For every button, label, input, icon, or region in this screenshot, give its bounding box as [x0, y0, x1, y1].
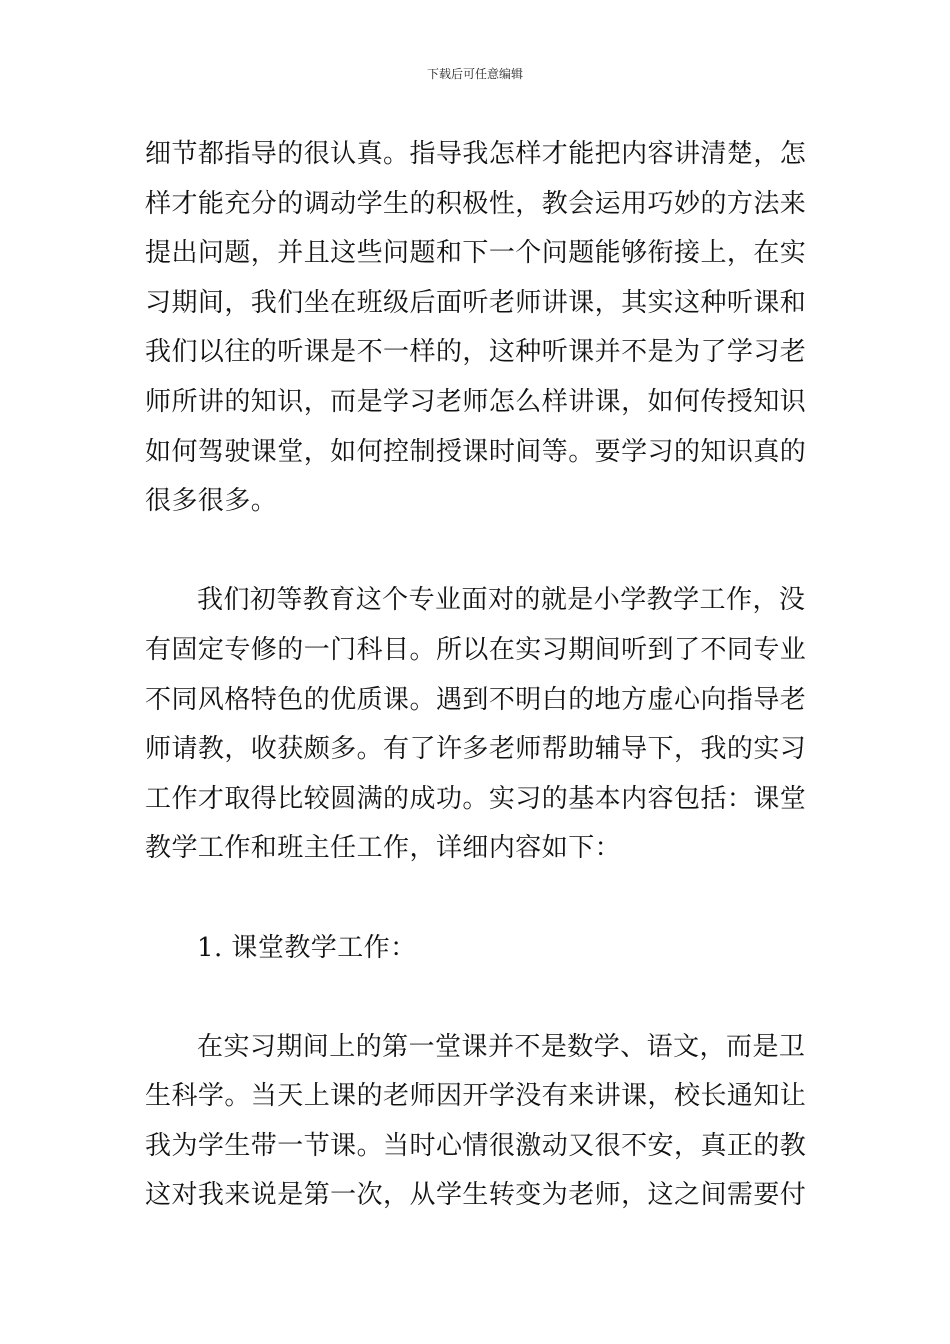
- text-line: 很多很多。: [145, 486, 278, 517]
- text-line: 生科学。当天上课的老师因开学没有来讲课，校长通知让: [145, 1081, 807, 1112]
- paragraph-spacer: [145, 973, 807, 1023]
- text-line: 工作才取得比较圆满的成功。实习的基本内容包括：课堂: [145, 783, 807, 814]
- text-line: 有固定专修的一门科目。所以在实习期间听到了不同专业: [145, 634, 807, 665]
- paragraph: [145, 576, 807, 874]
- paragraph: [145, 1023, 807, 1221]
- section-heading: [145, 924, 807, 974]
- document-body: [145, 130, 807, 1221]
- text-line: 教学工作和班主任工作，详细内容如下：: [145, 833, 622, 864]
- text-line: 这对我来说是第一次，从学生转变为老师，这之间需要付: [145, 1180, 807, 1211]
- text-line: 我们初等教育这个专业面对的就是小学教学工作，没: [197, 585, 806, 616]
- text-line: 样才能充分的调动学生的积极性，教会运用巧妙的方法来: [145, 188, 807, 219]
- paragraph-spacer: [145, 874, 807, 924]
- text-line: 师请教，收获颇多。有了许多老师帮助辅导下，我的实习: [145, 734, 807, 765]
- heading-line: 1. 课堂教学工作：: [197, 932, 417, 963]
- paragraph-spacer: [145, 527, 807, 577]
- paragraph: [145, 130, 807, 527]
- text-line: 在实习期间上的第一堂课并不是数学、语文，而是卫: [197, 1031, 806, 1062]
- text-line: 提出问题，并且这些问题和下一个问题能够衔接上，在实: [145, 238, 807, 269]
- text-line: 师所讲的知识，而是学习老师怎么样讲课，如何传授知识: [145, 386, 807, 417]
- text-line: 不同风格特色的优质课。遇到不明白的地方虚心向指导老: [145, 684, 807, 715]
- page-header: 下载后可任意编辑: [426, 67, 523, 81]
- text-line: 如何驾驶课堂，如何控制授课时间等。要学习的知识真的: [145, 436, 807, 467]
- text-line: 我们以往的听课是不一样的，这种听课并不是为了学习老: [145, 337, 807, 368]
- text-line: 细节都指导的很认真。指导我怎样才能把内容讲清楚，怎: [145, 139, 807, 169]
- text-line: 我为学生带一节课。当时心情很激动又很不安，真正的教: [145, 1130, 807, 1161]
- text-line: 习期间，我们坐在班级后面听老师讲课，其实这种听课和: [145, 287, 807, 318]
